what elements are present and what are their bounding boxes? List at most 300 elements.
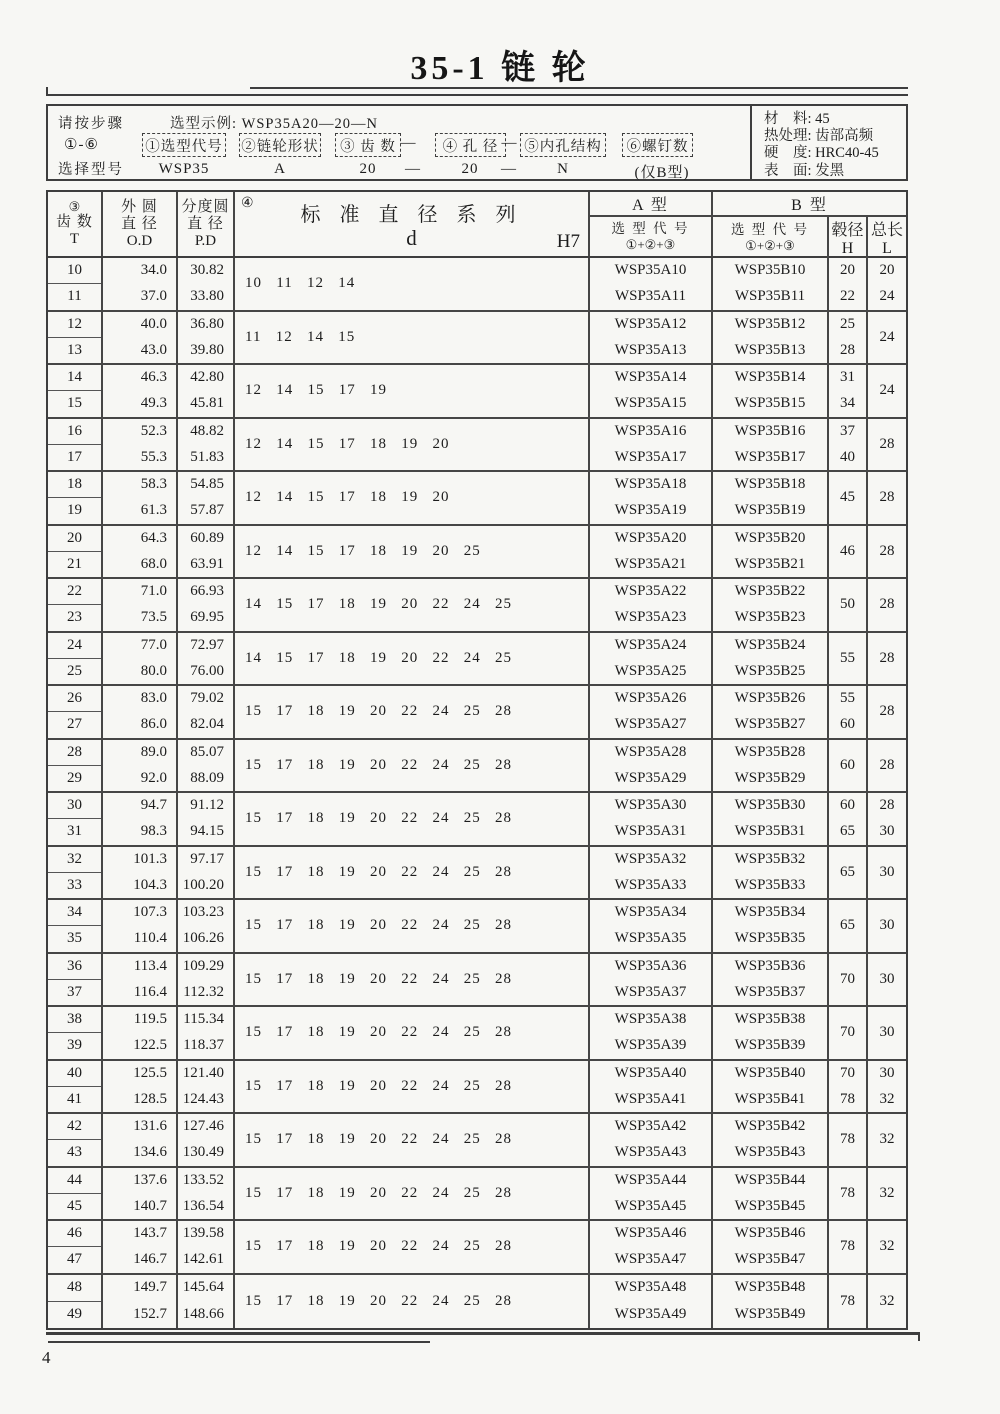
length-value: 30 xyxy=(879,1064,895,1081)
pd-value: 63.91 xyxy=(190,555,224,572)
spec-box-wheel-shape: ②链轮形状 xyxy=(239,133,321,157)
od-cell xyxy=(103,526,178,578)
hub-value: 55 xyxy=(840,649,855,666)
b-code-value: WSP35B12 xyxy=(734,315,806,332)
length-value: 32 xyxy=(879,1238,895,1255)
length-cell xyxy=(868,633,906,685)
teeth-value: 10 xyxy=(48,258,101,284)
table-row-group xyxy=(48,312,906,366)
od-value: 125.5 xyxy=(133,1064,167,1081)
a-code-cell xyxy=(590,954,713,1006)
b-code-value: WSP35B23 xyxy=(734,609,806,626)
header-type-a: A 型 选 型 代 号 ①+②+③ xyxy=(590,192,713,256)
od-cell xyxy=(103,1221,178,1273)
a-code-value: WSP35A19 xyxy=(614,502,687,519)
a-code-cell xyxy=(590,312,713,364)
d-series-cell: 12 14 15 17 18 19 20 xyxy=(235,419,590,471)
b-code-value: WSP35B32 xyxy=(734,850,806,867)
length-value: 32 xyxy=(879,1090,895,1107)
pd-cell xyxy=(178,686,235,738)
a-code-value: WSP35A37 xyxy=(614,983,687,1000)
length-value: 28 xyxy=(879,797,895,814)
teeth-value: 18 xyxy=(48,472,101,498)
material-row: 材 料: 45 xyxy=(764,111,830,127)
length-value: 30 xyxy=(879,823,895,840)
hub-value: 78 xyxy=(840,1090,855,1107)
a-code-cell xyxy=(590,1114,713,1166)
teeth-value: 22 xyxy=(48,579,101,605)
b-code-value: WSP35B15 xyxy=(734,395,806,412)
hub-value: 78 xyxy=(840,1292,855,1309)
teeth-value: 34 xyxy=(48,900,101,926)
page-title: 35-1 链 轮 xyxy=(410,50,590,87)
a-code-cell xyxy=(590,526,713,578)
b-code-value: WSP35B17 xyxy=(734,448,806,465)
pd-cell xyxy=(178,954,235,1006)
teeth-value: 27 xyxy=(67,716,82,733)
hub-value: 40 xyxy=(840,448,855,465)
b-code-cell xyxy=(713,1168,829,1220)
pd-value: 30.82 xyxy=(190,262,224,279)
hub-value: 50 xyxy=(840,596,855,613)
od-value: 43.0 xyxy=(140,341,167,358)
b-code-value: WSP35B41 xyxy=(734,1090,806,1107)
od-value: 49.3 xyxy=(140,395,167,412)
a-code-cell xyxy=(590,900,713,952)
a-code-value: WSP35A30 xyxy=(614,797,687,814)
material-row: 表 面: 发黑 xyxy=(764,162,845,179)
teeth-value: 23 xyxy=(67,609,82,626)
table-header xyxy=(48,192,906,258)
od-value: 131.6 xyxy=(133,1118,167,1135)
a-code-cell xyxy=(590,686,713,738)
b-code-cell xyxy=(713,1007,829,1059)
teeth-cell xyxy=(48,1168,103,1220)
b-code-value: WSP35B43 xyxy=(734,1144,806,1161)
b-code-cell xyxy=(713,312,829,364)
length-value: 30 xyxy=(879,1024,895,1041)
pd-value: 33.80 xyxy=(190,288,224,305)
pd-value: 136.54 xyxy=(182,1197,224,1214)
table-row-group xyxy=(48,633,906,687)
hub-value: 25 xyxy=(840,315,855,332)
a-code-value: WSP35A12 xyxy=(614,315,687,332)
a-code-value: WSP35A18 xyxy=(614,476,687,493)
spec-box-teeth-count: ③ 齿 数 xyxy=(335,133,401,157)
d-series-cell: 15 17 18 19 20 22 24 25 28 xyxy=(235,1061,590,1113)
table-row-group xyxy=(48,1275,906,1329)
b-code-cell xyxy=(713,472,829,524)
pd-cell xyxy=(178,1114,235,1166)
pd-cell xyxy=(178,312,235,364)
b-code-value: WSP35B25 xyxy=(734,662,806,679)
table-row-group xyxy=(48,686,906,740)
b-code-value: WSP35B34 xyxy=(734,904,806,921)
pd-value: 66.93 xyxy=(190,583,224,600)
pd-value: 121.40 xyxy=(182,1064,224,1081)
teeth-cell xyxy=(48,365,103,417)
example-value-teeth: 20 xyxy=(359,161,377,177)
hub-cell xyxy=(829,1168,868,1220)
length-cell xyxy=(868,740,906,792)
pd-value: 45.81 xyxy=(190,395,224,412)
hub-cell xyxy=(829,1061,868,1113)
length-cell xyxy=(868,686,906,738)
example-value-structure: N xyxy=(557,161,569,177)
selection-guide-band xyxy=(46,104,908,181)
header-teeth: ③ 齿 数 T xyxy=(48,192,103,256)
pd-cell xyxy=(178,258,235,310)
length-cell xyxy=(868,365,906,417)
hub-value: 46 xyxy=(840,542,855,559)
teeth-cell xyxy=(48,419,103,471)
od-value: 77.0 xyxy=(140,636,167,653)
b-code-cell xyxy=(713,954,829,1006)
header-a-code: 选 型 代 号 ①+②+③ xyxy=(611,221,690,252)
od-value: 89.0 xyxy=(140,743,167,760)
pd-cell xyxy=(178,1275,235,1329)
od-cell xyxy=(103,579,178,631)
length-value: 30 xyxy=(879,970,895,987)
a-code-value: WSP35A28 xyxy=(614,743,687,760)
length-value: 24 xyxy=(879,382,895,399)
b-code-value: WSP35B37 xyxy=(734,983,806,1000)
od-value: 73.5 xyxy=(140,609,167,626)
teeth-value: 20 xyxy=(48,526,101,552)
spec-box-bore-structure: ⑤内孔结构 xyxy=(520,133,606,157)
d-series-cell: 11 12 14 15 xyxy=(235,312,590,364)
pd-value: 118.37 xyxy=(183,1037,224,1054)
material-label: 热处理 xyxy=(764,128,808,145)
selection-example: 选型示例: WSP35A20—20—N xyxy=(170,116,378,132)
d-series-cell: 15 17 18 19 20 22 24 25 28 xyxy=(235,847,590,899)
pd-cell xyxy=(178,1221,235,1273)
a-code-value: WSP35A31 xyxy=(614,823,687,840)
pd-value: 36.80 xyxy=(190,315,224,332)
pd-value: 48.82 xyxy=(190,422,224,439)
b-code-value: WSP35B11 xyxy=(734,288,806,305)
hub-value: 45 xyxy=(840,489,855,506)
pd-cell xyxy=(178,740,235,792)
a-code-value: WSP35A14 xyxy=(614,369,687,386)
b-code-value: WSP35B33 xyxy=(734,876,806,893)
table-row-group xyxy=(48,1114,906,1168)
a-code-value: WSP35A29 xyxy=(614,769,687,786)
b-code-value: WSP35B29 xyxy=(734,769,806,786)
a-code-value: WSP35A40 xyxy=(614,1064,687,1081)
teeth-value: 11 xyxy=(67,288,82,305)
a-code-cell xyxy=(590,1221,713,1273)
b-code-value: WSP35B40 xyxy=(734,1064,806,1081)
a-code-value: WSP35A32 xyxy=(614,850,687,867)
length-value: 32 xyxy=(879,1184,895,1201)
pd-cell xyxy=(178,365,235,417)
a-code-value: WSP35A35 xyxy=(614,930,687,947)
od-cell xyxy=(103,900,178,952)
footer-rule-tick xyxy=(918,1332,920,1341)
od-value: 68.0 xyxy=(140,555,167,572)
teeth-value: 36 xyxy=(48,954,101,980)
hub-value: 65 xyxy=(840,863,855,880)
header-total-length: 总长 L xyxy=(870,222,903,257)
a-code-value: WSP35A26 xyxy=(614,690,687,707)
teeth-cell xyxy=(48,686,103,738)
od-value: 116.4 xyxy=(133,983,167,1000)
table-row-group xyxy=(48,365,906,419)
d-series-cell: 15 17 18 19 20 22 24 25 28 xyxy=(235,793,590,845)
length-value: 28 xyxy=(879,703,895,720)
b-code-value: WSP35B38 xyxy=(734,1011,806,1028)
od-cell xyxy=(103,847,178,899)
a-code-value: WSP35A34 xyxy=(614,904,687,921)
spec-box-screw-count: ⑥螺钉数 xyxy=(622,133,693,157)
material-value: 发黑 xyxy=(815,162,845,179)
d-series-cell: 14 15 17 18 19 20 22 24 25 xyxy=(235,579,590,631)
od-value: 113.4 xyxy=(133,957,167,974)
teeth-cell xyxy=(48,579,103,631)
hub-value: 34 xyxy=(840,395,855,412)
b-code-value: WSP35B22 xyxy=(734,583,806,600)
teeth-value: 42 xyxy=(48,1114,101,1140)
teeth-value: 25 xyxy=(67,662,82,679)
teeth-value: 24 xyxy=(48,633,101,659)
table-row-group xyxy=(48,847,906,901)
hub-value: 70 xyxy=(840,1064,855,1081)
b-code-value: WSP35B20 xyxy=(734,529,806,546)
d-series-cell: 15 17 18 19 20 22 24 25 28 xyxy=(235,1007,590,1059)
teeth-value: 33 xyxy=(67,876,82,893)
od-value: 107.3 xyxy=(133,904,167,921)
od-value: 146.7 xyxy=(133,1251,167,1268)
teeth-value: 15 xyxy=(67,395,82,412)
d-series-cell: 12 14 15 17 18 19 20 25 xyxy=(235,526,590,578)
hub-value: 70 xyxy=(840,970,855,987)
pd-value: 94.15 xyxy=(190,823,224,840)
a-code-value: WSP35A49 xyxy=(614,1306,687,1323)
pd-value: 72.97 xyxy=(190,636,224,653)
pd-value: 91.12 xyxy=(190,797,224,814)
length-cell xyxy=(868,1114,906,1166)
hub-cell xyxy=(829,633,868,685)
hub-cell xyxy=(829,954,868,1006)
header-pitch-diameter: 分度圆 直 径 P.D xyxy=(178,192,235,256)
length-value: 30 xyxy=(879,917,895,934)
table-row-group xyxy=(48,954,906,1008)
teeth-value: 39 xyxy=(67,1037,82,1054)
a-code-value: WSP35A21 xyxy=(614,555,687,572)
a-code-value: WSP35A27 xyxy=(614,716,687,733)
dash-separator: — xyxy=(400,135,416,151)
hub-cell xyxy=(829,686,868,738)
a-code-value: WSP35A48 xyxy=(614,1279,687,1296)
b-code-cell xyxy=(713,633,829,685)
od-cell xyxy=(103,1114,178,1166)
od-value: 92.0 xyxy=(140,769,167,786)
pd-value: 109.29 xyxy=(182,957,224,974)
pd-value: 139.58 xyxy=(182,1225,224,1242)
d-series-cell: 15 17 18 19 20 22 24 25 28 xyxy=(235,686,590,738)
hub-value: 60 xyxy=(840,756,855,773)
hub-value: 31 xyxy=(840,369,855,386)
spec-box-model-code: ①选型代号 xyxy=(142,133,226,157)
teeth-value: 45 xyxy=(67,1197,82,1214)
a-code-value: WSP35A20 xyxy=(614,529,687,546)
b-code-value: WSP35B26 xyxy=(734,690,806,707)
b-code-value: WSP35B46 xyxy=(734,1225,806,1242)
od-value: 140.7 xyxy=(133,1197,167,1214)
b-code-value: WSP35B21 xyxy=(734,555,806,572)
teeth-value: 21 xyxy=(67,555,82,572)
b-code-cell xyxy=(713,258,829,310)
b-code-value: WSP35B19 xyxy=(734,502,806,519)
od-cell xyxy=(103,686,178,738)
length-value: 28 xyxy=(879,435,895,452)
teeth-cell xyxy=(48,1007,103,1059)
teeth-cell xyxy=(48,633,103,685)
dash-separator: — xyxy=(501,135,517,151)
pd-value: 69.95 xyxy=(190,609,224,626)
pd-value: 97.17 xyxy=(190,850,224,867)
teeth-value: 26 xyxy=(48,686,101,712)
od-cell xyxy=(103,258,178,310)
d-series-cell: 10 11 12 14 xyxy=(235,258,590,310)
b-code-cell xyxy=(713,1061,829,1113)
pd-value: 51.83 xyxy=(190,448,224,465)
header-hub-diameter: 毂径 H xyxy=(829,217,868,258)
table-row-group xyxy=(48,1221,906,1275)
pd-value: 106.26 xyxy=(182,930,224,947)
pd-cell xyxy=(178,472,235,524)
teeth-cell xyxy=(48,900,103,952)
teeth-value: 31 xyxy=(67,823,82,840)
a-code-value: WSP35A39 xyxy=(614,1037,687,1054)
a-code-cell xyxy=(590,847,713,899)
od-cell xyxy=(103,793,178,845)
a-code-value: WSP35A47 xyxy=(614,1251,687,1268)
b-code-value: WSP35B18 xyxy=(734,476,806,493)
length-cell xyxy=(868,1275,906,1329)
teeth-cell xyxy=(48,847,103,899)
a-code-value: WSP35A25 xyxy=(614,662,687,679)
od-value: 94.7 xyxy=(140,797,167,814)
od-value: 128.5 xyxy=(133,1090,167,1107)
od-value: 52.3 xyxy=(140,422,167,439)
od-cell xyxy=(103,312,178,364)
b-code-cell xyxy=(713,419,829,471)
hub-value: 22 xyxy=(840,288,855,305)
teeth-value: 19 xyxy=(67,502,82,519)
a-code-value: WSP35A36 xyxy=(614,957,687,974)
a-code-cell xyxy=(590,740,713,792)
hub-cell xyxy=(829,258,868,310)
teeth-cell xyxy=(48,1114,103,1166)
teeth-value: 14 xyxy=(48,365,101,391)
pd-value: 127.46 xyxy=(182,1118,224,1135)
material-label: 硬 度 xyxy=(764,145,808,162)
od-value: 34.0 xyxy=(140,262,167,279)
hub-value: 78 xyxy=(840,1184,855,1201)
material-row: 热处理: 齿部高频 xyxy=(764,128,874,145)
spec-box-bore-diameter: ④ 孔 径 xyxy=(435,133,506,157)
a-code-value: WSP35A38 xyxy=(614,1011,687,1028)
d-series-cell: 15 17 18 19 20 22 24 25 28 xyxy=(235,954,590,1006)
pd-value: 54.85 xyxy=(190,476,224,493)
teeth-cell xyxy=(48,258,103,310)
pd-value: 76.00 xyxy=(190,662,224,679)
hub-cell xyxy=(829,526,868,578)
od-cell xyxy=(103,633,178,685)
a-code-cell xyxy=(590,472,713,524)
example-value-b-only: (仅B型) xyxy=(634,165,690,181)
hub-value: 78 xyxy=(840,1131,855,1148)
hub-cell xyxy=(829,900,868,952)
choose-model-label: 选择型号 xyxy=(58,162,124,178)
pd-value: 79.02 xyxy=(190,690,224,707)
example-value-dash: — xyxy=(501,161,517,177)
od-value: 101.3 xyxy=(133,850,167,867)
b-code-cell xyxy=(713,740,829,792)
b-code-value: WSP35B14 xyxy=(734,369,806,386)
pd-value: 142.61 xyxy=(182,1251,224,1268)
b-code-value: WSP35B44 xyxy=(734,1171,806,1188)
a-code-value: WSP35A15 xyxy=(614,395,687,412)
od-value: 40.0 xyxy=(140,315,167,332)
teeth-cell xyxy=(48,954,103,1006)
b-code-cell xyxy=(713,1114,829,1166)
b-code-cell xyxy=(713,793,829,845)
hub-cell xyxy=(829,1007,868,1059)
pd-value: 145.64 xyxy=(182,1279,224,1296)
header-standard-diameter-series: ④ 标 准 直 径 系 列 d H7 xyxy=(235,192,590,256)
hub-cell xyxy=(829,419,868,471)
teeth-value: 30 xyxy=(48,793,101,819)
od-value: 143.7 xyxy=(133,1225,167,1242)
teeth-value: 44 xyxy=(48,1168,101,1194)
teeth-cell xyxy=(48,1275,103,1329)
teeth-value: 38 xyxy=(48,1007,101,1033)
footer-rule-short xyxy=(48,1341,430,1343)
od-value: 152.7 xyxy=(133,1306,167,1323)
length-cell xyxy=(868,526,906,578)
a-code-value: WSP35A23 xyxy=(614,609,687,626)
teeth-value: 41 xyxy=(67,1090,82,1107)
a-code-cell xyxy=(590,793,713,845)
a-code-value: WSP35A10 xyxy=(614,262,687,279)
od-value: 71.0 xyxy=(140,583,167,600)
b-code-cell xyxy=(713,579,829,631)
length-cell xyxy=(868,472,906,524)
teeth-value: 28 xyxy=(48,740,101,766)
a-code-cell xyxy=(590,633,713,685)
d-series-cell: 14 15 17 18 19 20 22 24 25 xyxy=(235,633,590,685)
pd-cell xyxy=(178,579,235,631)
a-code-cell xyxy=(590,258,713,310)
hub-cell xyxy=(829,1114,868,1166)
od-value: 110.4 xyxy=(133,930,167,947)
b-code-value: WSP35B31 xyxy=(734,823,806,840)
hub-value: 28 xyxy=(840,341,855,358)
page-number: 4 xyxy=(42,1348,51,1367)
length-cell xyxy=(868,900,906,952)
od-value: 61.3 xyxy=(140,502,167,519)
b-code-value: WSP35B10 xyxy=(734,262,806,279)
a-code-value: WSP35A17 xyxy=(614,448,687,465)
a-code-value: WSP35A11 xyxy=(614,288,687,305)
length-value: 20 xyxy=(879,262,895,279)
length-value: 28 xyxy=(879,596,895,613)
d-series-cell: 12 14 15 17 18 19 20 xyxy=(235,472,590,524)
length-value: 32 xyxy=(879,1292,895,1309)
